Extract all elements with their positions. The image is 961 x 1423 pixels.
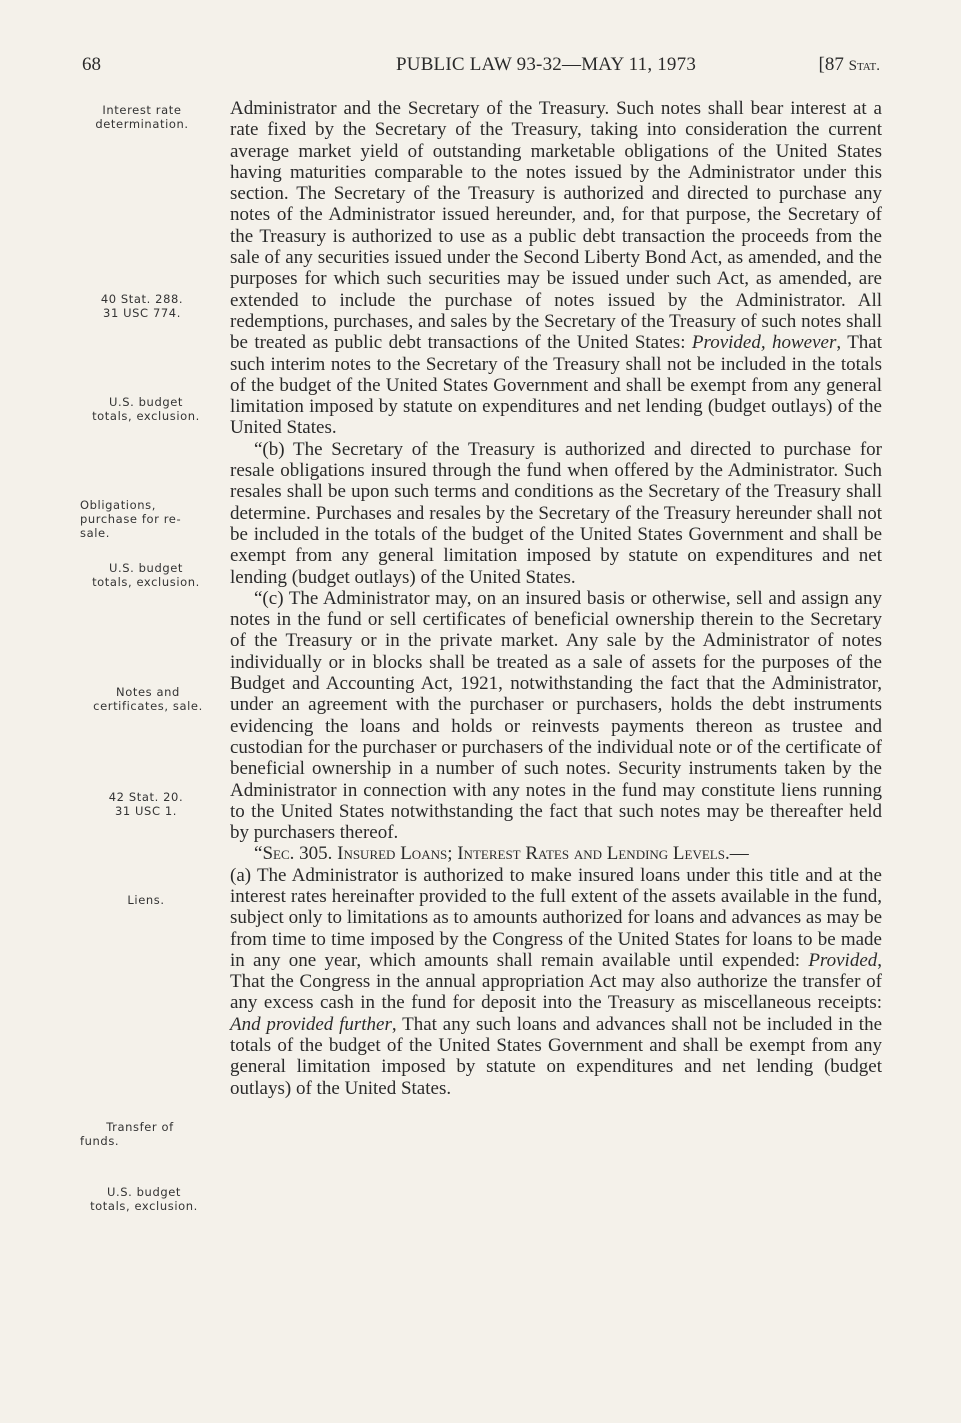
section-heading: Sec. 305. Insured Loans; Interest Rates and Lending Levels. [262, 843, 730, 865]
margin-note-line: determination. [95, 117, 189, 131]
margin-note-line: Obligations, [80, 498, 156, 512]
stat-prefix: [87 [818, 54, 849, 75]
text-run: , That any such loans and advances shall not be included in the totals of the budget of the United States Government and shall be exempt from any general limitation imposed by statute on expenditures and net lending (budget outlays) of the United States. [230, 1013, 883, 1099]
statute-body [230, 98, 882, 1099]
margin-note-transfer-funds [80, 1120, 200, 1148]
quote-mark: “ [254, 843, 263, 865]
margin-note-line: Transfer of [106, 1120, 174, 1134]
text-run: , That the Congress in the annual appropriation Act may also authorize the transfer of any excess cash in the fund for deposit into the Treasury as miscellaneous receipts: [230, 949, 883, 1014]
margin-note-interest-rate [88, 103, 196, 131]
page-number: 68 [82, 54, 101, 75]
running-title: PUBLIC LAW 93-32—MAY 11, 1973 [396, 54, 697, 75]
italic-proviso: Provided [808, 949, 878, 971]
paragraph-c: “(c) The Administrator may, on an insured basis or otherwise, sell and assign any notes in the fund or sell certificates of beneficial ownership therein to the Secretary of the Treasury or in the private market. Any sale by the Administrator of notes individually or in blocks shall be treated as a sale of assets for the purposes of the Budget and Accounting Act, 1921, notwithstanding the fact that the Administrator, under an agreement with the purchaser or purchasers, holds the debt instruments evidencing the loans and holds or reinvests payments thereon as trustee and custodian for the purchaser or purchasers of the individual note or of the certificate of beneficial ownership in a number of such notes. Security instruments taken by the Administrator in connection with any notes in the fund may constitute liens running to the United States notwithstanding the fact that such notes may be thereafter held by purchasers thereof. [230, 587, 882, 844]
section-305-heading [230, 843, 882, 864]
text-run: Administrator and the Secretary of the Treasury. Such notes shall bear interest at a rate fixed by the Secretary of the Treasury, taking into consideration the current average market yield of outstanding marketable obligations of the United States having maturities comparable to the notes issued by the Administrator under this section. The Secretary of the Treasury is authorized and directed to purchase any notes of the Administrator issued hereunder, and, for that purpose, the Secretary of the Treasury is authorized to use as a public debt transaction the proceeds from the sale of any securities issued under the Second Liberty Bond Act, as amended, and the purposes for which such securities may be issued under such Act, as amended, are extended to include the purchase of notes issued by the Administrator. All redemptions, purchases, and sales by the Secretary of the Treasury of such notes shall be treated as public debt transactions of the United States: [230, 98, 882, 354]
em-dash: — [729, 843, 749, 865]
margin-note-line: 40 Stat. 288. [100, 292, 184, 306]
margin-note-line: 31 USC 1. [114, 804, 178, 818]
margin-note-liens [78, 893, 214, 907]
margin-note-line: sale. [80, 526, 110, 540]
margin-note-budget-exclusion-1 [78, 395, 214, 423]
margin-note-line: Liens. [127, 893, 165, 907]
margin-note-line: U.S. budget [108, 561, 184, 575]
margin-note-line: funds. [80, 1134, 120, 1148]
margin-note-budget-exclusion-3 [76, 1185, 212, 1213]
margin-note-line: totals, exclusion. [92, 409, 200, 423]
margin-note-line: purchase for re- [80, 512, 182, 526]
margin-note-budget-exclusion-2 [78, 561, 214, 589]
margin-note-line: totals, exclusion. [92, 575, 200, 589]
paragraph-continuation [230, 98, 882, 439]
margin-note-citation-42-stat [78, 790, 214, 818]
paragraph-a [230, 865, 882, 1099]
margin-note-line: Interest rate [102, 103, 182, 117]
margin-note-line: Notes and [116, 685, 180, 699]
margin-note-notes-certificates [78, 685, 218, 713]
statute-reference [819, 54, 880, 76]
italic-proviso: And provided further [230, 1013, 392, 1035]
margin-note-citation-40-stat [88, 292, 196, 320]
margin-note-line: U.S. budget [108, 395, 184, 409]
stat-word: Stat. [848, 58, 880, 74]
margin-note-line: 31 USC 774. [103, 306, 181, 320]
margin-note-line: totals, exclusion. [90, 1199, 198, 1213]
page-header [82, 54, 882, 80]
italic-proviso: Provided, however [691, 332, 837, 354]
margin-note-line: certificates, sale. [93, 699, 203, 713]
margin-note-line: U.S. budget [106, 1185, 182, 1199]
margin-note-line: 42 Stat. 20. [108, 790, 184, 804]
margin-note-obligations-resale [80, 498, 210, 540]
text-run: (a) The Administrator is authorized to make insured loans under this title and at the interest rates hereinafter provided to the full extent of the assets available in the fund, subject only to limitations as to amounts authorized for loans and advances as may be from time to time imposed by the Congress of the United States for loans to be made in any one year, which amounts shall remain available until expended: [230, 864, 882, 971]
paragraph-b: “(b) The Secretary of the Treasury is authorized and directed to purchase for resale obligations insured through the fund when offered by the Administrator. Such resales shall be upon such terms and conditions as the Secretary of the Treasury shall determine. Purchases and resales by the Secretary of the Treasury hereunder shall not be included in the totals of the budget of the United States Government and shall be exempt from any general limitation imposed by statute on expenditures and net lending (budget outlays) of the United States. [230, 438, 882, 588]
text-run: , That such interim notes to the Secretary of the Treasury shall not be included in the totals of the budget of the United States Government and shall be exempt from any general limitation imposed by statute on expenditures and net lending (budget outlays) of the United States. [230, 332, 883, 439]
